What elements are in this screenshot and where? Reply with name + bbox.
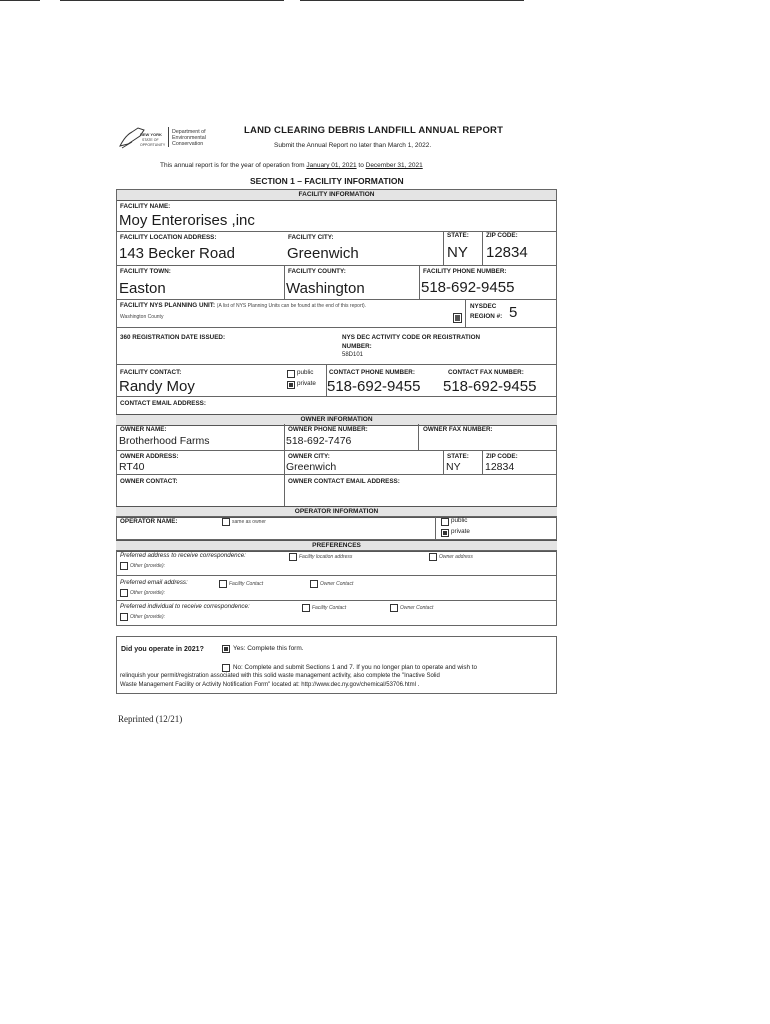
facility-address-value[interactable]: 143 Becker Road <box>119 245 235 262</box>
divider <box>443 450 444 474</box>
divider <box>284 474 285 506</box>
planning-unit-value[interactable]: Washington County <box>120 314 164 320</box>
pref-address-owner-label: Owner address <box>439 554 473 560</box>
svg-text:NEW YORK: NEW YORK <box>140 132 162 137</box>
divider <box>482 450 483 474</box>
owner-state-label: STATE: <box>447 453 469 460</box>
pref-address-owner-checkbox[interactable] <box>429 553 437 561</box>
planning-unit-label-text: FACILITY NYS PLANNING UNIT: <box>120 302 216 309</box>
deadline-text: Submit the Annual Report no later than March 1, 2022. <box>274 142 432 149</box>
registration-date-label: 360 REGISTRATION DATE ISSUED: <box>120 334 226 341</box>
activity-code-value[interactable]: 58D101 <box>342 352 364 358</box>
pref-email-facility-label: Facility Contact <box>229 581 264 587</box>
owner-bar: OWNER INFORMATION <box>116 414 557 426</box>
facility-county-label: FACILITY COUNTY: <box>288 268 346 275</box>
owner-phone-value[interactable]: 518-692-7476 <box>286 435 352 447</box>
region-label-1: NYSDEC <box>470 303 497 310</box>
top-rule-2 <box>60 0 284 1</box>
contact-public-checkbox[interactable] <box>287 370 295 378</box>
planning-unit-note: (A list of NYS Planning Units can be found at the end of this report). <box>216 303 367 309</box>
divider <box>116 450 557 451</box>
facility-county-value[interactable]: Washington <box>286 280 365 297</box>
pref-individual-owner-label: Owner Contact <box>400 605 434 611</box>
divider <box>284 424 285 450</box>
facility-contact-value[interactable]: Randy Moy <box>119 378 195 395</box>
facility-city-value[interactable]: Greenwich <box>287 245 359 262</box>
facility-town-value[interactable]: Easton <box>119 280 166 297</box>
pref-individual-facility-label: Facility Contact <box>312 605 347 611</box>
divider <box>116 327 557 328</box>
owner-name-value[interactable]: Brotherhood Farms <box>119 435 210 447</box>
nys-dec-logo-icon <box>118 124 166 150</box>
owner-phone-label: OWNER PHONE NUMBER: <box>288 426 368 433</box>
divider <box>465 299 466 327</box>
contact-fax-value[interactable]: 518-692-9455 <box>443 378 537 395</box>
owner-zip-value[interactable]: 12834 <box>485 461 515 473</box>
operate-no-line-1: No: Complete and submit Sections 1 and 7. If you no longer plan to operate and wish to <box>233 664 477 671</box>
divider <box>419 265 420 299</box>
dept-line-3: Conservation <box>172 141 204 148</box>
pref-address-question: Preferred address to receive correspondence: <box>120 552 246 559</box>
divider <box>418 424 419 450</box>
owner-zip-label: ZIP CODE: <box>486 453 518 460</box>
owner-fax-label: OWNER FAX NUMBER: <box>423 426 493 433</box>
facility-phone-label: FACILITY PHONE NUMBER: <box>423 268 507 275</box>
facility-address-label: FACILITY LOCATION ADDRESS: <box>120 234 217 241</box>
top-rule-1 <box>0 0 40 1</box>
divider <box>443 231 444 265</box>
pref-individual-owner-checkbox[interactable] <box>390 604 398 612</box>
operator-private-checkbox[interactable] <box>441 529 449 537</box>
facility-zip-label: ZIP CODE: <box>486 232 518 239</box>
pref-email-other-label: Other (provide): <box>130 590 166 596</box>
report-year-line <box>160 162 423 169</box>
facility-contact-label: FACILITY CONTACT: <box>120 369 182 376</box>
owner-state-value[interactable]: NY <box>446 461 461 473</box>
pref-address-facility-label: Facility location address <box>299 554 353 560</box>
operate-question: Did you operate in 2021? <box>121 646 204 653</box>
owner-address-label: OWNER ADDRESS: <box>120 453 179 460</box>
year-to: December 31, 2021 <box>365 162 423 169</box>
activity-code-label-2: NUMBER: <box>342 343 372 350</box>
logo-divider <box>168 127 169 147</box>
operate-no-checkbox[interactable] <box>222 664 230 672</box>
region-value[interactable]: 5 <box>509 304 518 321</box>
operator-frame <box>116 516 557 540</box>
pref-email-owner-label: Owner Contact <box>320 581 354 587</box>
same-as-owner-checkbox[interactable] <box>222 518 230 526</box>
operator-private-label: private <box>451 528 470 535</box>
divider <box>116 474 557 475</box>
operate-no-line-3: Waste Management Facility or Activity Notification Form" located at: http://www.dec.ny.gov/chemical/53706.html . <box>120 682 420 688</box>
facility-city-label: FACILITY CITY: <box>288 234 334 241</box>
contact-private-label: private <box>297 380 316 387</box>
operator-public-checkbox[interactable] <box>441 518 449 526</box>
svg-text:OPPORTUNITY: OPPORTUNITY <box>140 143 166 147</box>
facility-name-value[interactable]: Moy Enterorises ,inc <box>119 212 255 229</box>
facility-state-value[interactable]: NY <box>447 244 468 261</box>
divider <box>284 450 285 474</box>
owner-name-label: OWNER NAME: <box>120 426 167 433</box>
dept-line-1: Department of <box>172 129 206 135</box>
operate-yes-checkbox[interactable] <box>222 645 230 653</box>
contact-email-label: CONTACT EMAIL ADDRESS: <box>120 400 206 407</box>
owner-city-value[interactable]: Greenwich <box>286 461 337 473</box>
pref-email-other-checkbox[interactable] <box>120 589 128 597</box>
planning-unit-dropdown[interactable] <box>453 313 462 323</box>
facility-town-label: FACILITY TOWN: <box>120 268 171 275</box>
divider <box>116 265 557 266</box>
contact-fax-label: CONTACT FAX NUMBER: <box>448 369 524 376</box>
operator-bar: OPERATOR INFORMATION <box>116 506 557 518</box>
contact-private-checkbox[interactable] <box>287 381 295 389</box>
contact-phone-value[interactable]: 518-692-9455 <box>327 378 421 395</box>
pref-address-other-checkbox[interactable] <box>120 562 128 570</box>
preferences-frame <box>116 550 557 626</box>
region-label-2: REGION #: <box>470 313 503 320</box>
reprinted-note: Reprinted (12/21) <box>118 714 183 724</box>
facility-state-label: STATE: <box>447 232 469 239</box>
contact-phone-label: CONTACT PHONE NUMBER: <box>329 369 415 376</box>
contact-public-label: public <box>297 369 314 376</box>
year-prefix: This annual report is for the year of operation from <box>160 162 305 169</box>
facility-name-label: FACILITY NAME: <box>120 203 171 210</box>
pref-individual-question: Preferred individual to receive correspondence: <box>120 603 250 610</box>
owner-contact-label: OWNER CONTACT: <box>120 478 178 485</box>
divider <box>482 231 483 265</box>
year-to-word: to <box>358 162 364 169</box>
pref-email-question: Preferred email address: <box>120 579 188 586</box>
year-from: January 01, 2021 <box>306 162 357 169</box>
divider <box>116 299 557 300</box>
pref-individual-facility-checkbox[interactable] <box>302 604 310 612</box>
divider <box>116 600 557 601</box>
operator-name-label: OPERATOR NAME: <box>120 518 178 525</box>
pref-email-facility-checkbox[interactable] <box>219 580 227 588</box>
preferences-bar: PREFERENCES <box>116 540 557 552</box>
facility-phone-value[interactable]: 518-692-9455 <box>421 279 515 296</box>
divider <box>116 364 557 365</box>
operate-no-line-2: relinquish your permit/registration associated with this solid waste management activity, also complete the "Inactive Solid <box>120 673 440 679</box>
pref-email-owner-checkbox[interactable] <box>310 580 318 588</box>
report-title: LAND CLEARING DEBRIS LANDFILL ANNUAL REPORT <box>244 125 504 136</box>
divider <box>116 396 557 397</box>
owner-address-value[interactable]: RT40 <box>119 461 145 473</box>
owner-city-label: OWNER CITY: <box>288 453 330 460</box>
section-title: SECTION 1 – FACILITY INFORMATION <box>250 176 404 186</box>
top-rule-3 <box>300 0 524 1</box>
owner-email-label: OWNER CONTACT EMAIL ADDRESS: <box>288 478 400 485</box>
divider <box>284 265 285 299</box>
same-as-owner-label: same as owner <box>232 519 266 525</box>
pref-individual-other-label: Other (provide): <box>130 614 166 620</box>
pref-address-facility-checkbox[interactable] <box>289 553 297 561</box>
facility-zip-value[interactable]: 12834 <box>486 244 528 261</box>
divider <box>435 516 436 540</box>
divider <box>116 575 557 576</box>
svg-text:STATE OF: STATE OF <box>142 138 159 142</box>
facility-bar: FACILITY INFORMATION <box>116 189 557 201</box>
operate-yes-text: Yes: Complete this form. <box>233 645 304 652</box>
dept-line-2: Environmental <box>172 135 206 142</box>
pref-address-other-label: Other (provide): <box>130 563 166 569</box>
dec-name <box>172 129 206 148</box>
planning-unit-label <box>120 302 366 309</box>
operator-public-label: public <box>451 517 468 524</box>
pref-individual-other-checkbox[interactable] <box>120 613 128 621</box>
activity-code-label-1: NYS DEC ACTIVITY CODE OR REGISTRATION <box>342 334 481 341</box>
